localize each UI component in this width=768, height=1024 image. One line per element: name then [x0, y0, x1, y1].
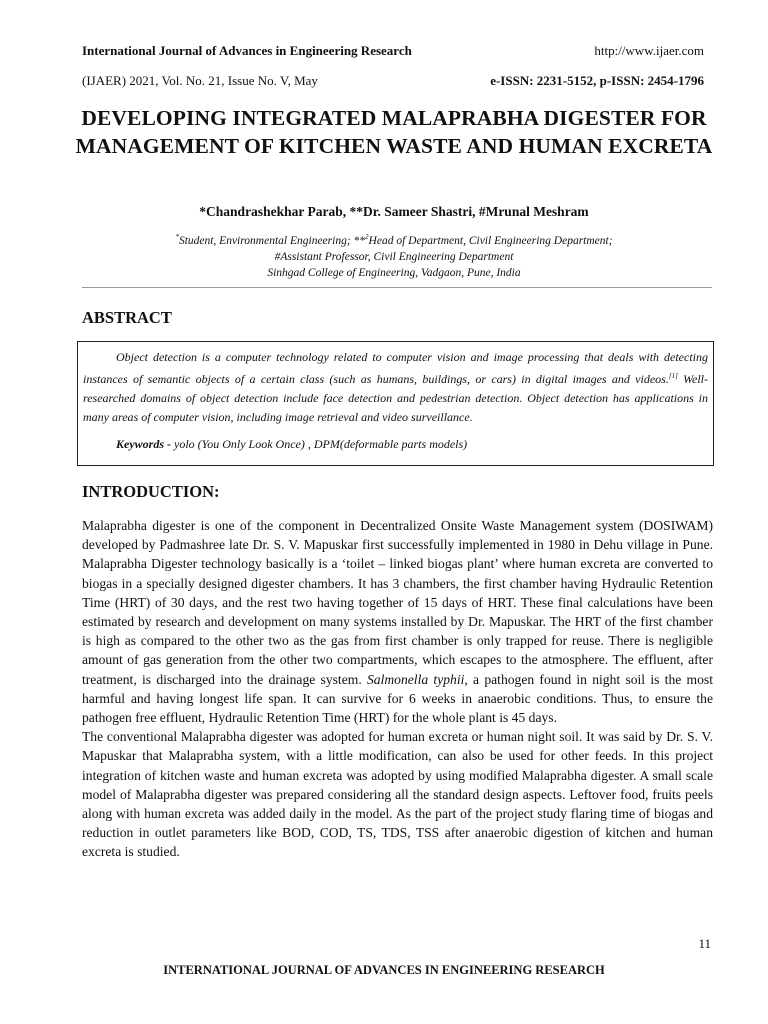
keywords-label: Keywords - — [116, 437, 174, 451]
affiliation-block — [60, 229, 728, 281]
author-list: *Chandrashekhar Parab, **Dr. Sameer Shastri, #Mrunal Meshram — [199, 204, 589, 219]
pathogen-name: Salmonella typhii — [366, 671, 465, 687]
introduction-heading: INTRODUCTION: — [82, 482, 220, 501]
intro-paragraph-1: Malaprabha digester is one of the component in Decentralized Onsite Waste Management system (DOSIWAM) developed by Padmashree late Dr. S. V. Mapuskar first successfully implemented in 1980 in Dehu village in Pune. Malaprabha Digester technology basically is a ‘toilet – linked biogas plant’ where human excreta are converted to biogas in a specially designed digester chambers. It has 3 chambers, the first chamber having Hydraulic Retention Time (HRT) of 30 days, and the rest two having together of 15 days of HRT. These final calculations have been estimated by research and development on many systems installed by Dr. Mapuskar. The HRT of the first chamber is high as compared to the other two as the gas from first chamber is only trapped for reuse. There is negligible amount of gas generation from the other two compartments, which escapes to the atmosphere. The effluent, after treatment, is discharged into the drainage system. Salmonella typhii, a pathogen found in night soil is the most harmful and having longest life span. It can survive for 6 weeks in anaerobic conditions. Thus, to ensure the pathogen free effluent, Hydraulic Retention Time (HRT) for the whole plant is 45 days. — [82, 518, 713, 726]
affiliation-line-2: #Assistant Professor, Civil Engineering Department — [274, 250, 514, 263]
paper-title: DEVELOPING INTEGRATED MALAPRABHA DIGESTER FOR MANAGEMENT OF KITCHEN WASTE AND HUMAN EXCRETA — [75, 106, 713, 158]
introduction-body — [82, 516, 713, 862]
abstract-text: Object detection is a computer technology related to computer vision and image processing that deals with detecting instances of semantic objects of a certain class (such as humans, buildings, or cars) in digital images and videos.[1] Well-researched domains of object detection include face detection and pedestrian detection. Object detection has applications in many areas of computer vision, including image retrieval and video surveillance. — [83, 350, 708, 424]
intro-paragraph-2: The conventional Malaprabha digester was adopted for human excreta or human night soil. It was said by Dr. S. V. Mapuskar that Malaprabha system, with a little modification, can also be used for other feeds. In this project integration of kitchen waste and human excreta was adopted by using modified Malaprabha digester. A small scale model of Malaprabha digester was prepared considering all the standard design aspects. Leftover food, fruits peels along with human excreta was added daily in the model. As the part of the project study flaring time of biogas and reduction in outlet parameters like BOD, COD, TS, TDS, TSS after anaerobic digestion of kitchen and human excreta is studied. — [82, 729, 713, 860]
journal-name: International Journal of Advances in Engineering Research — [82, 43, 412, 58]
citation-marker: [1] — [668, 372, 678, 380]
abstract-box — [77, 341, 714, 466]
divider-line — [82, 287, 712, 288]
affiliation-line-1: *Student, Environmental Engineering; **$^2$Head of Department, Civil Engineering Department; — [175, 233, 613, 247]
abstract-heading: ABSTRACT — [82, 308, 172, 327]
issue-line — [82, 73, 704, 89]
page-number: 11 — [698, 936, 711, 951]
page-footer: INTERNATIONAL JOURNAL OF ADVANCES IN ENGINEERING RESEARCH — [163, 963, 605, 977]
keywords-line — [83, 435, 708, 454]
issn-info: e-ISSN: 2231-5152, p-ISSN: 2454-1796 — [490, 73, 704, 88]
running-header — [82, 43, 704, 59]
affiliation-line-3: Sinhgad College of Engineering, Vadgaon, Pune, India — [267, 266, 521, 279]
keywords-value: yolo (You Only Look Once) , DPM(deformable parts models) — [174, 437, 468, 451]
issue-info: (IJAER) 2021, Vol. No. 21, Issue No. V, May — [82, 73, 318, 88]
journal-url: http://www.ijaer.com — [594, 43, 704, 58]
